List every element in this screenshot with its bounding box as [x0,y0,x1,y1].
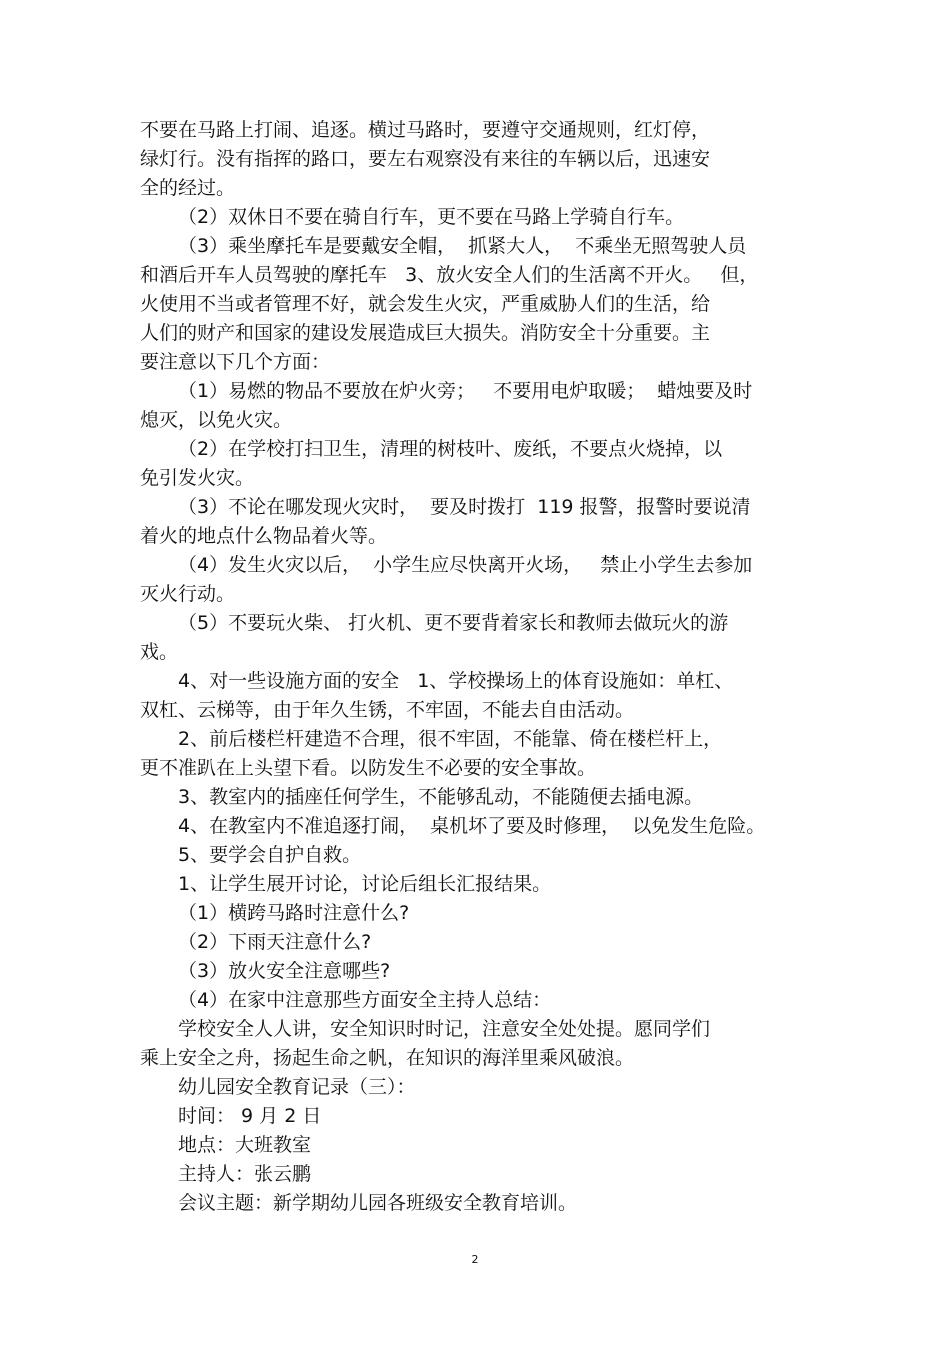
text-line: 灭火行动。 [140,583,236,605]
text-line: 着火的地点什么物品着火等。 [140,525,388,547]
text-line: （2）在学校打扫卫生，清理的树枝叶、废纸，不要点火烧掉，以 [178,438,723,460]
text-line: 2、前后楼栏杆建造不合理，很不牢固，不能靠、倚在楼栏杆上， [178,728,723,750]
text-line: 双杠、云梯等，由于年久生锈，不牢固，不能去自由活动。 [140,699,635,721]
text-line: 会议主题：新学期幼儿园各班级安全教育培训。 [178,1192,578,1214]
text-line: 全的经过。 [140,177,236,199]
text-line: （4）在家中注意那些方面安全主持人总结： [178,989,552,1011]
text-line: （1）易燃的物品不要放在炉火旁； 不要用电炉取暖； 蜡烛要及时 [178,380,753,402]
text-line: 人们的财产和国家的建设发展造成巨大损失。消防安全十分重要。主 [140,322,711,344]
text-line: 1、让学生展开讨论，讨论后组长汇报结果。 [178,873,552,895]
text-line: 幼儿园安全教育记录（三）： [178,1076,416,1098]
text-line: 戏。 [140,641,179,663]
text-line: 火使用不当或者管理不好，就会发生火灾，严重威胁人们的生活，给 [140,293,711,315]
text-line: （1）横跨马路时注意什么? [178,902,410,924]
text-line: 不要在马路上打闹、追逐。横过马路时，要遵守交通规则，红灯停， [140,119,711,141]
text-line: 更不准趴在上头望下看。以防发生不必要的安全事故。 [140,757,597,779]
text-line: 和酒后开车人员驾驶的摩托车 3、放火安全人们的生活离不开火。 但， [140,264,759,286]
text-line: 免引发火灾。 [140,467,255,489]
text-line: 熄灭，以免火灾。 [140,409,293,431]
text-line: 时间： 9 月 2 日 [178,1105,322,1127]
text-line: （3）乘坐摩托车是要戴安全帽， 抓紧大人， 不乘坐无照驾驶人员 [178,235,747,257]
text-line: 4、在教室内不准追逐打闹， 桌机坏了要及时修理， 以免发生危险。 [178,815,766,837]
text-line: 4、对一些设施方面的安全 1、学校操场上的体育设施如：单杠、 [178,670,734,692]
text-line: （2）下雨天注意什么? [178,931,372,953]
text-line: 主持人：张云鹏 [178,1163,312,1185]
text-line: 要注意以下几个方面： [140,351,331,373]
text-line: （3）放火安全注意哪些? [178,960,391,982]
text-line: 乘上安全之舟，扬起生命之帆，在知识的海洋里乘风破浪。 [140,1047,635,1069]
text-line: 绿灯行。没有指挥的路口，要左右观察没有来往的车辆以后，迅速安 [140,148,711,170]
text-line: （5）不要玩火柴、 打火机、更不要背着家长和教师去做玩火的游 [178,612,729,634]
page-number: 2 [471,1253,479,1266]
text-line: 地点：大班教室 [178,1134,312,1156]
text-line: （3）不论在哪发现火灾时， 要及时拨打 119 报警，报警时要说清 [178,496,751,518]
text-line: 5、要学会自护自救。 [178,844,362,866]
text-line: 3、教室内的插座任何学生，不能够乱动，不能随便去插电源。 [178,786,704,808]
text-line: 学校安全人人讲，安全知识时时记，注意安全处处提。愿同学们 [178,1018,711,1040]
text-line: （2）双休日不要在骑自行车，更不要在马路上学骑自行车。 [178,206,685,228]
document-body [140,116,810,1218]
text-line: （4）发生火灾以后， 小学生应尽快离开火场， 禁止小学生去参加 [178,554,753,576]
